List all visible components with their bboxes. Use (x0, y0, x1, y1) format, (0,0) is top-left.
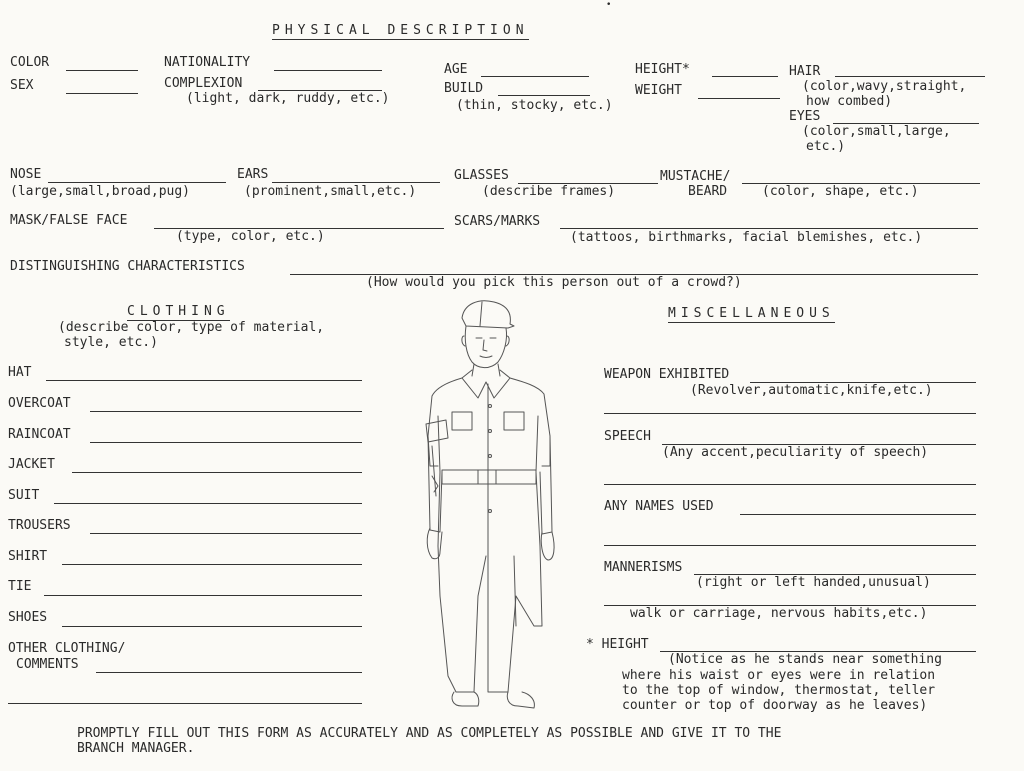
height-hint-3: to the top of window, thermostat, teller (622, 683, 936, 698)
weapon-label: WEAPON EXHIBITED (604, 367, 730, 382)
age-label: AGE (444, 62, 468, 77)
nose-line[interactable] (48, 182, 226, 183)
mannerisms-hint-2: walk or carriage, nervous habits,etc.) (630, 606, 928, 621)
hair-hint-1: (color,wavy,straight, (802, 79, 967, 94)
clothing-heading: CLOTHING (127, 304, 230, 319)
other-clothing-label: OTHER CLOTHING/ (8, 641, 126, 656)
eyes-hint-1: (color,small,large, (802, 124, 951, 139)
speech-hint: (Any accent,peculiarity of speech) (662, 445, 929, 460)
mannerisms-label: MANNERISMS (604, 560, 683, 575)
height-hint-1: (Notice as he stands near something (668, 652, 942, 667)
glasses-hint: (describe frames) (482, 184, 616, 199)
weight-label: WEIGHT (635, 83, 682, 98)
shoes-line[interactable] (62, 626, 362, 627)
distinguishing-hint: (How would you pick this person out of a crowd?) (366, 275, 742, 290)
raincoat-line[interactable] (90, 442, 362, 443)
names-line[interactable] (740, 514, 976, 515)
jacket-label: JACKET (8, 457, 55, 472)
mask-hint: (type, color, etc.) (176, 229, 325, 244)
person-figure-illustration (418, 296, 558, 720)
mustache-label: MUSTACHE/ (660, 169, 731, 184)
height-hint-4: counter or top of doorway as he leaves) (622, 698, 928, 713)
height-hint-2: where his waist or eyes were in relation (622, 668, 936, 683)
comments-line-2[interactable] (8, 703, 362, 704)
comments-label: COMMENTS (16, 657, 79, 672)
glasses-label: GLASSES (454, 168, 509, 183)
eyes-hint-2: etc.) (806, 139, 846, 154)
beard-label: BEARD (688, 184, 728, 199)
weight-line[interactable] (698, 98, 780, 99)
misc-heading: MISCELLANEOUS (668, 306, 835, 321)
speech-line-2[interactable] (604, 484, 976, 485)
scars-line[interactable] (560, 228, 978, 229)
age-line[interactable] (481, 76, 589, 77)
eyes-label: EYES (789, 109, 821, 124)
raincoat-label: RAINCOAT (8, 427, 71, 442)
mannerisms-hint-1: (right or left handed,unusual) (696, 575, 931, 590)
names-label: ANY NAMES USED (604, 499, 714, 514)
speech-label: SPEECH (604, 429, 651, 444)
ears-hint: (prominent,small,etc.) (244, 184, 417, 199)
form-title: PHYSICAL DESCRIPTION (272, 23, 529, 38)
shirt-label: SHIRT (8, 549, 48, 564)
clothing-hint-1: (describe color, type of material, (58, 320, 325, 335)
sex-line[interactable] (66, 93, 138, 94)
hat-label: HAT (8, 365, 32, 380)
weapon-hint: (Revolver,automatic,knife,etc.) (690, 383, 933, 398)
misc-height-label: * HEIGHT (586, 637, 649, 652)
height-label: HEIGHT* (635, 62, 690, 77)
complexion-label: COMPLEXION (164, 76, 243, 91)
scars-label: SCARS/MARKS (454, 214, 541, 229)
footer-instructions-2: BRANCH MANAGER. (77, 741, 195, 756)
jacket-line[interactable] (72, 472, 362, 473)
height-line[interactable] (712, 76, 778, 77)
ears-line[interactable] (272, 182, 440, 183)
build-line[interactable] (498, 95, 590, 96)
ears-label: EARS (237, 167, 269, 182)
hat-line[interactable] (46, 380, 362, 381)
mustache-hint: (color, shape, etc.) (762, 184, 919, 199)
color-line[interactable] (66, 70, 138, 71)
tie-line[interactable] (44, 595, 362, 596)
hair-hint-2: how combed) (806, 94, 893, 109)
color-label: COLOR (10, 55, 50, 70)
trousers-line[interactable] (90, 533, 362, 534)
overcoat-label: OVERCOAT (8, 396, 71, 411)
suit-line[interactable] (54, 503, 362, 504)
comments-line-1[interactable] (96, 672, 362, 673)
trousers-label: TROUSERS (8, 518, 71, 533)
nose-hint: (large,small,broad,pug) (10, 184, 191, 199)
scars-hint: (tattoos, birthmarks, facial blemishes, etc.) (570, 230, 923, 245)
print-mark: • (606, 0, 612, 10)
shirt-line[interactable] (62, 564, 362, 565)
hair-line[interactable] (835, 76, 985, 77)
tie-label: TIE (8, 579, 32, 594)
names-line-2[interactable] (604, 545, 976, 546)
footer-instructions-1: PROMPTLY FILL OUT THIS FORM AS ACCURATELY AND AS COMPLETELY AS POSSIBLE AND GIVE IT TO THE (77, 726, 782, 741)
mask-label: MASK/FALSE FACE (10, 213, 128, 228)
shoes-label: SHOES (8, 610, 48, 625)
nationality-line[interactable] (274, 70, 382, 71)
nose-label: NOSE (10, 167, 42, 182)
nationality-label: NATIONALITY (164, 55, 251, 70)
clothing-hint-2: style, etc.) (64, 335, 158, 350)
hair-label: HAIR (789, 64, 821, 79)
build-hint: (thin, stocky, etc.) (456, 98, 613, 113)
sex-label: SEX (10, 78, 34, 93)
complexion-hint: (light, dark, ruddy, etc.) (186, 91, 390, 106)
suit-label: SUIT (8, 488, 40, 503)
build-label: BUILD (444, 81, 484, 96)
overcoat-line[interactable] (90, 411, 362, 412)
weapon-line-2[interactable] (604, 413, 976, 414)
distinguishing-label: DISTINGUISHING CHARACTERISTICS (10, 259, 245, 274)
